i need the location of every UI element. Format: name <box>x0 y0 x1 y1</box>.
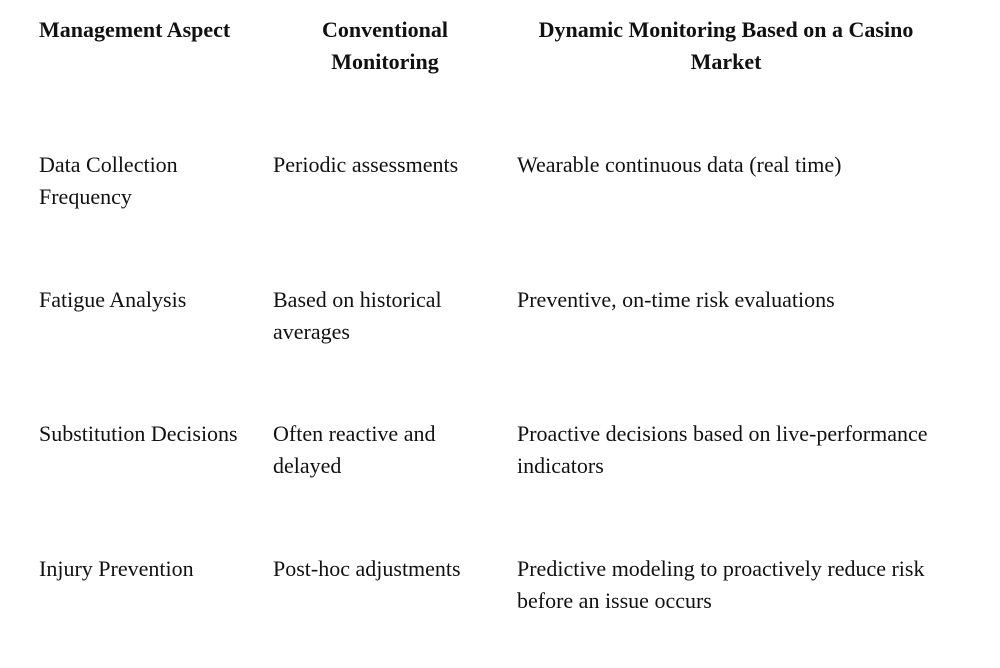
row-conventional-substitution-decisions: Often reactive and delayed <box>273 421 436 478</box>
column-header-conventional-monitoring: Conventional Monitoring <box>322 17 448 74</box>
row-dynamic-substitution-decisions: Proactive decisions based on live-performance indicators <box>517 421 928 478</box>
row-aspect-fatigue-analysis: Fatigue Analysis <box>39 287 187 312</box>
row-aspect-substitution-decisions: Substitution Decisions <box>39 421 238 446</box>
row-aspect-injury-prevention: Injury Prevention <box>39 556 194 581</box>
row-dynamic-injury-prevention: Predictive modeling to proactively reduce risk before an issue occurs <box>517 556 925 613</box>
row-conventional-data-collection-frequency: Periodic assessments <box>273 152 459 177</box>
row-conventional-injury-prevention: Post-hoc adjustments <box>273 556 461 581</box>
row-dynamic-fatigue-analysis: Preventive, on-time risk evaluations <box>517 287 835 312</box>
row-conventional-fatigue-analysis: Based on historical averages <box>273 287 442 344</box>
column-header-dynamic-monitoring: Dynamic Monitoring Based on a Casino Market <box>538 17 914 74</box>
row-aspect-data-collection-frequency: Data Collection Frequency <box>39 152 178 209</box>
row-dynamic-data-collection-frequency: Wearable continuous data (real time) <box>517 152 842 177</box>
column-header-management-aspect: Management Aspect <box>39 17 231 42</box>
